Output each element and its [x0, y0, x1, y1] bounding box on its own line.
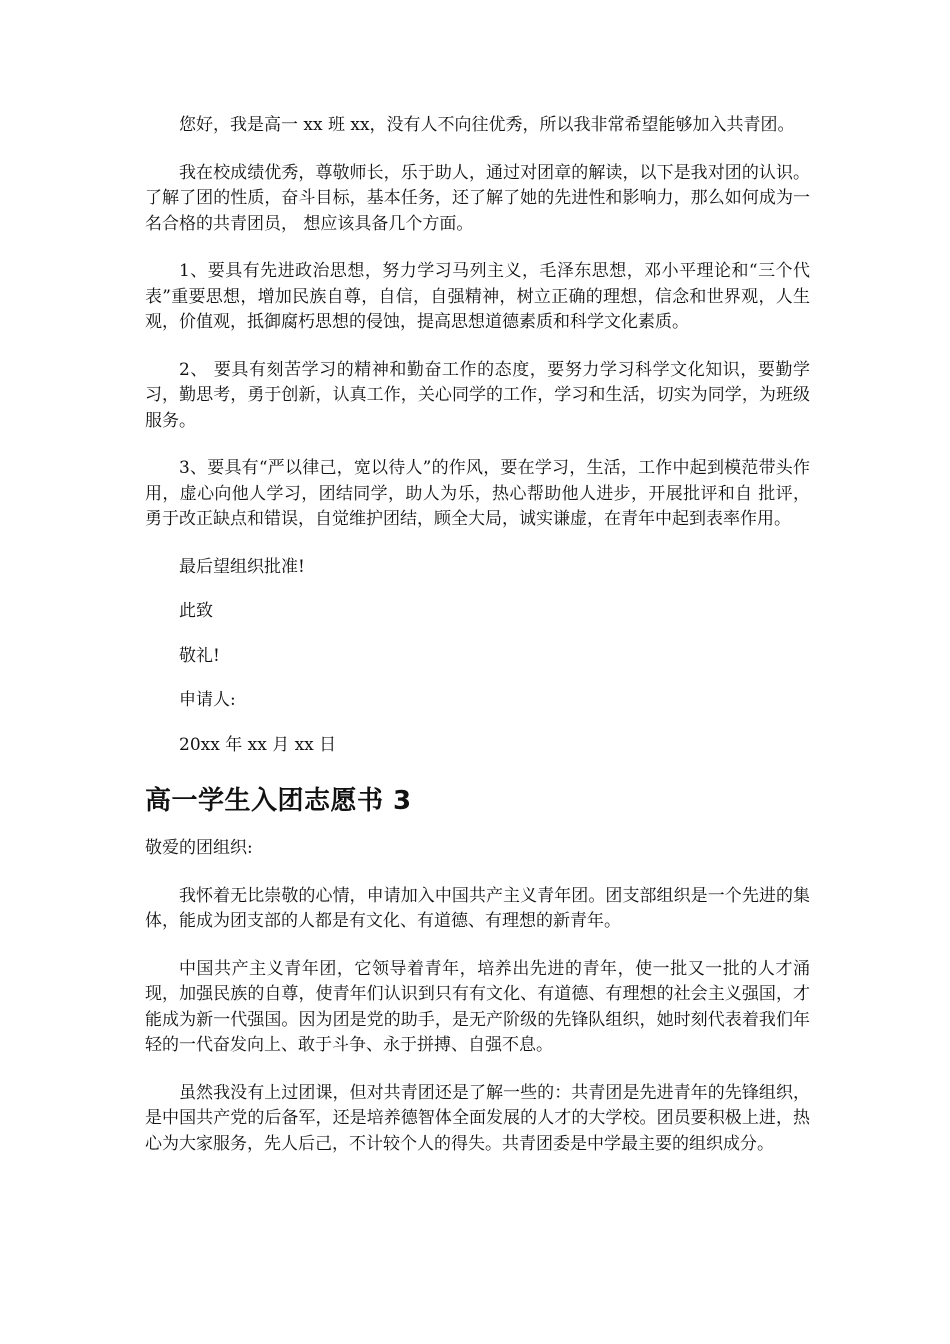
letter2-paragraph-point-2: 2、 要具有刻苦学习的精神和勤奋工作的态度，要努力学习科学文化知识，要勤学习，勤思考，勇于创新，认真工作，关心同学的工作，学习和生活，切实为同学，为班级服务。 [145, 359, 810, 431]
letter3-paragraph-3: 虽然我没有上过团课，但对共青团还是了解一些的：共青团是先进青年的先锋组织，是中国共产党的后备军，还是培养德智体全面发展的人才的大学校。团员要积极上进，热心为大家服务，先人后己，不计较个人的得失。共青团委是中学最主要的组织成分。 [145, 1082, 810, 1154]
letter2-paragraph-point-1: 1、要具有先进政治思想，努力学习马列主义，毛泽东思想，邓小平理论和“三个代表”重要思想，增加民族自尊，自信，自强精神，树立正确的理想，信念和世界观，人生观，价值观，抵御腐朽思想的侵蚀，提高思想道德素质和科学文化素质。 [145, 261, 810, 332]
letter3-paragraph-2: 中国共产主义青年团，它领导着青年，培养出先进的青年，使一批又一批的人才涌现，加强民族的自尊，使青年们认识到只有有文化、有道德、有理想的社会主义强国，才能成为新一代强国。因为团是党的助手，是无产阶级的先锋队组织，她时刻代表着我们年轻的一代奋发向上、敢于斗争、永于拼搏、自强不息。 [145, 958, 810, 1055]
letter3-salutation: 敬爱的团组织: [145, 838, 253, 858]
section-title: 高一学生入团志愿书 3 [145, 786, 412, 816]
letter2-closing-ci-zhi: 此致 [179, 601, 213, 621]
letter2-paragraph-understanding: 我在校成绩优秀，尊敬师长，乐于助人，通过对团章的解读，以下是我对团的认识。了解了团的性质，奋斗目标，基本任务，还了解了她的先进性和影响力，那么如何成为一名合格的共青团员， 想应该具备几个方面。 [145, 162, 810, 234]
document-page [145, 113, 810, 1179]
letter2-closing-request: 最后望组织批准! [179, 556, 305, 577]
letter2-date: 20xx 年 xx 月 xx 日 [179, 734, 337, 755]
letter3-paragraph-1: 我怀着无比崇敬的心情，申请加入中国共产主义青年团。团支部组织是一个先进的集体，能成为团支部的人都是有文化、有道德、有理想的新青年。 [145, 885, 810, 931]
letter2-paragraph-point-3: 3、要具有“严以律己，宽以待人”的作风，要在学习，生活，工作中起到模范带头作用，虚心向他人学习，团结同学，助人为乐，热心帮助他人进步，开展批评和自 批评，勇于改正缺点和错误，自觉维护团结，顾全大局，诚实谦虚，在青年中起到表率作用。 [145, 458, 810, 529]
letter2-paragraph-greeting: 您好，我是高一 xx 班 xx，没有人不向往优秀，所以我非常希望能够加入共青团。 [179, 115, 795, 135]
letter2-applicant: 申请人: [179, 690, 236, 710]
letter2-closing-jing-li: 敬礼! [179, 645, 220, 666]
